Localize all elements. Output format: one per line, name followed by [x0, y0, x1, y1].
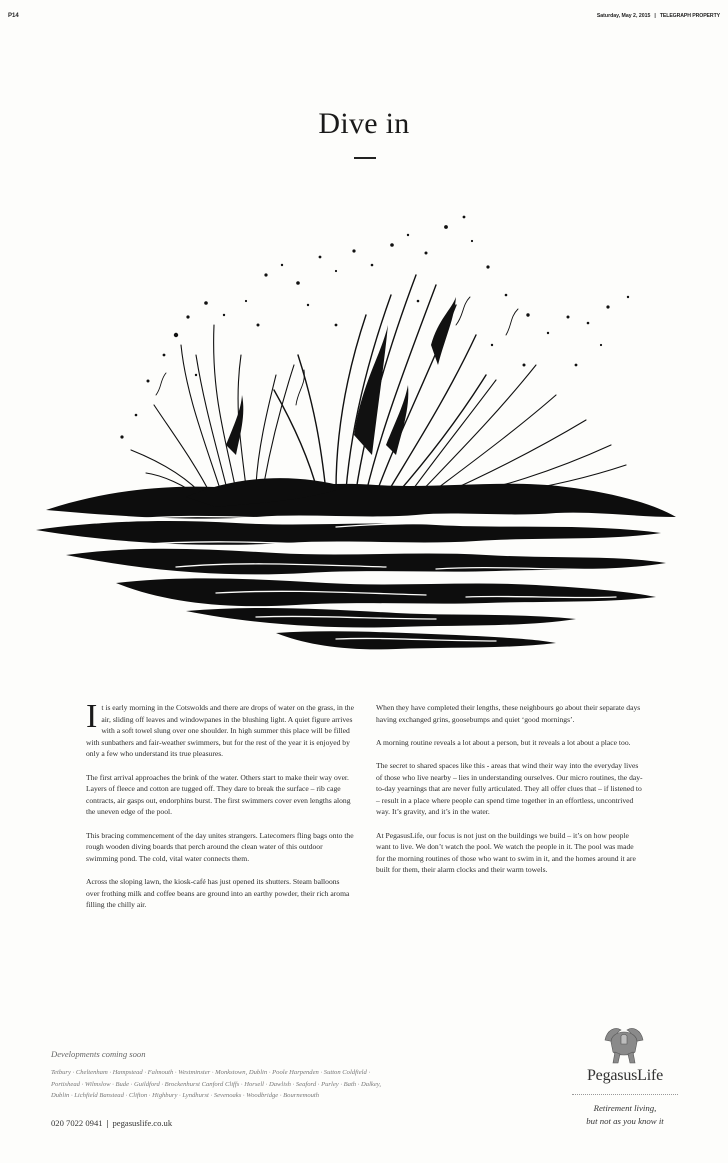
- contact-line: [51, 1118, 172, 1128]
- page-number: P14: [8, 13, 19, 19]
- logo-divider: [572, 1094, 678, 1095]
- tagline-line-2: but not as you know it: [586, 1116, 664, 1126]
- drop-cap: I: [86, 698, 98, 735]
- article-paragraph: [86, 698, 354, 760]
- website-link[interactable]: pegasuslife.co.uk: [112, 1118, 173, 1128]
- contact-separator: |: [106, 1118, 109, 1128]
- article-paragraph: This bracing commencement of the day unites strangers. Latecomers fling bags onto the rough wooden diving boards that perch around the clean water of this outdoor swimming pond. The cold, vital water connects them.: [86, 830, 354, 863]
- article-paragraph: At PegasusLife, our focus is not just on the buildings we build – it’s on how people want to live. We don’t watch the pool. We watch the people in it. The pool was made for the morning routines of those who want to swim in it, and the homes around it are built for them, their alarm clocks and their warm towels.: [376, 830, 636, 875]
- publication-date: Saturday, May 2, 2015: [596, 13, 651, 19]
- development-locations: Tetbury · Cheltenham · Hampstead · Falmouth · Westminster · Monkstown, Dublin · Poole Harpenden · Sutton Coldfield · Portishead · Wilmslow · Bude · Guildford · Brockenhurst Canford Cliffs · Horsell · Dawlish · Seaford · Purley · Bath · Dalkey, Dublin · Lichfield Banstead · Clifton · Highbury · Lyndhurst · Sevenoaks · Woodbridge · Bournemouth: [51, 1069, 381, 1100]
- article-headline: Dive in: [318, 107, 410, 140]
- brand-wordmark: PegasusLife: [586, 1067, 663, 1084]
- article-paragraph: The first arrival approaches the brink of the water. Others start to make their way over. Layers of fleece and cotton are tugged off. They dare to break the surface – rib cage contracts, air gasps out, endorphins burst. The first swimmers cover even lengths along the uneven edge of the pool.: [86, 772, 351, 817]
- article-paragraph: A morning routine reveals a lot about a person, but it reveals a lot about a place too.: [376, 737, 631, 747]
- article-paragraph: Across the sloping lawn, the kiosk-café has just opened its shutters. Steam balloons over frothing milk and coffee beans are ground into an earthy powder, their rich aroma filling the chilly air.: [86, 876, 350, 910]
- masthead-separator: |: [654, 13, 656, 19]
- section-name: TELEGRAPH PROPERTY: [659, 13, 720, 19]
- brand-tagline: [560, 1102, 690, 1128]
- article-paragraph: When they have completed their lengths, these neighbours go about their separate days having exchanged grins, goosebumps and quiet ‘good mornings’.: [376, 703, 641, 724]
- phone-number[interactable]: 020 7022 0941: [51, 1118, 103, 1128]
- paragraph-text: t is early morning in the Cotswolds and there are drops of water on the grass, in the air, sliding off leaves and windowpanes in the blushing light. A quiet figure arrives with a soft towel slung over one shoulder. In high summer this place will be filled with sunbathers and fair-weather swimmers, but for the rest of the year it is enjoyed by only a few who understand its true pleasures.: [86, 703, 354, 759]
- pegasus-emblem-icon: [601, 1022, 647, 1064]
- article-column-right: [376, 702, 644, 888]
- water-splash-illustration: [36, 205, 696, 655]
- developments-heading: Developments coming soon: [51, 1049, 146, 1059]
- headline-rule: [354, 157, 376, 159]
- article-column-left: [86, 698, 354, 922]
- tagline-line-1: Retirement living,: [593, 1103, 657, 1113]
- article-paragraph: The secret to shared spaces like this - areas that wind their way into the everyday lives of those who live nearby – lies in understanding ourselves. Our micro routines, the day-to-day yearnings that are never fully articulated. They all offer clues that – if listened to – result in a place where people can spend time together in an effortless, uncontrived way. It’s gravity, and it’s in the water.: [376, 760, 643, 817]
- masthead-info: [597, 13, 720, 19]
